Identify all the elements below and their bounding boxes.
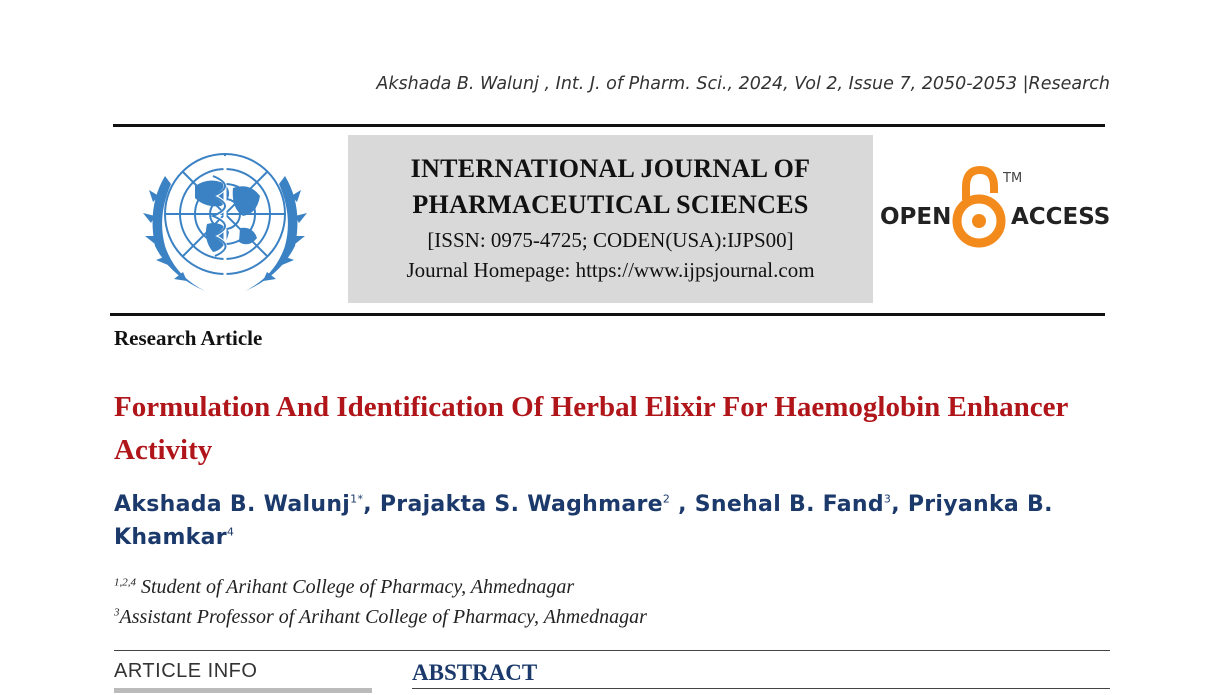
journal-title-line2: PHARMACEUTICAL SCIENCES — [412, 190, 809, 219]
affiliation-line — [114, 576, 574, 599]
header-rule-bottom — [110, 313, 1105, 316]
author-name: Priyanka B. Khamkar — [114, 492, 1053, 550]
author-affiliation-mark: 3 — [883, 492, 892, 506]
open-access-word2: ACCESS — [1011, 204, 1110, 230]
author-list: Akshada B. Walunj$^{1*}$, Prajakta S. Waghmare$^2$ , Snehal B. Fand$^3$, Priyanka B. Khamkar$^4$ — [114, 492, 1053, 550]
article-info-underline — [114, 688, 372, 693]
journal-title-line1: INTERNATIONAL JOURNAL OF — [410, 154, 811, 183]
section-divider — [114, 650, 1110, 651]
open-access-logo — [880, 165, 1110, 255]
journal-issn: [ISSN: 0975-4725; CODEN(USA):IJPS00] — [427, 228, 794, 252]
running-head: Akshada B. Walunj , Int. J. of Pharm. Sci., 2024, Vol 2, Issue 7, 2050-2053 |Research — [376, 74, 1110, 94]
abstract-underline — [412, 688, 1110, 689]
author-affiliation-mark: 1* — [350, 492, 364, 506]
author-affiliation-mark: 2 — [662, 492, 671, 506]
open-lock-icon — [957, 170, 1001, 243]
journal-homepage: Journal Homepage: https://www.ijpsjournal.com — [406, 258, 815, 282]
un-emblem-icon — [125, 136, 325, 306]
journal-title — [348, 151, 873, 223]
author-name: Prajakta S. Waghmare — [379, 492, 663, 517]
article-type: Research Article — [114, 326, 263, 350]
affiliation-mark: 3 — [114, 606, 120, 619]
journal-masthead — [348, 135, 873, 303]
author-affiliation-mark: 4 — [226, 525, 235, 539]
article-info-heading: ARTICLE INFO — [114, 660, 258, 682]
author-name: Akshada B. Walunj — [114, 492, 351, 517]
affiliation-text: Student of Arihant College of Pharmacy, Ahmednagar — [136, 576, 575, 598]
affiliation-line — [114, 606, 647, 629]
author-name: Snehal B. Fand — [694, 492, 884, 517]
abstract-heading: ABSTRACT — [412, 660, 538, 685]
article-title: Formulation And Identification Of Herbal Elixir For Haemoglobin Enhancer Activity — [114, 391, 1068, 466]
trademark-mark: TM — [1003, 171, 1023, 186]
affiliation-mark: 1,2,4 — [114, 576, 136, 589]
affiliation-text: Assistant Professor of Arihant College of Pharmacy, Ahmednagar — [119, 606, 647, 628]
header-rule-top — [113, 124, 1105, 127]
open-access-word1: OPEN — [880, 204, 952, 230]
